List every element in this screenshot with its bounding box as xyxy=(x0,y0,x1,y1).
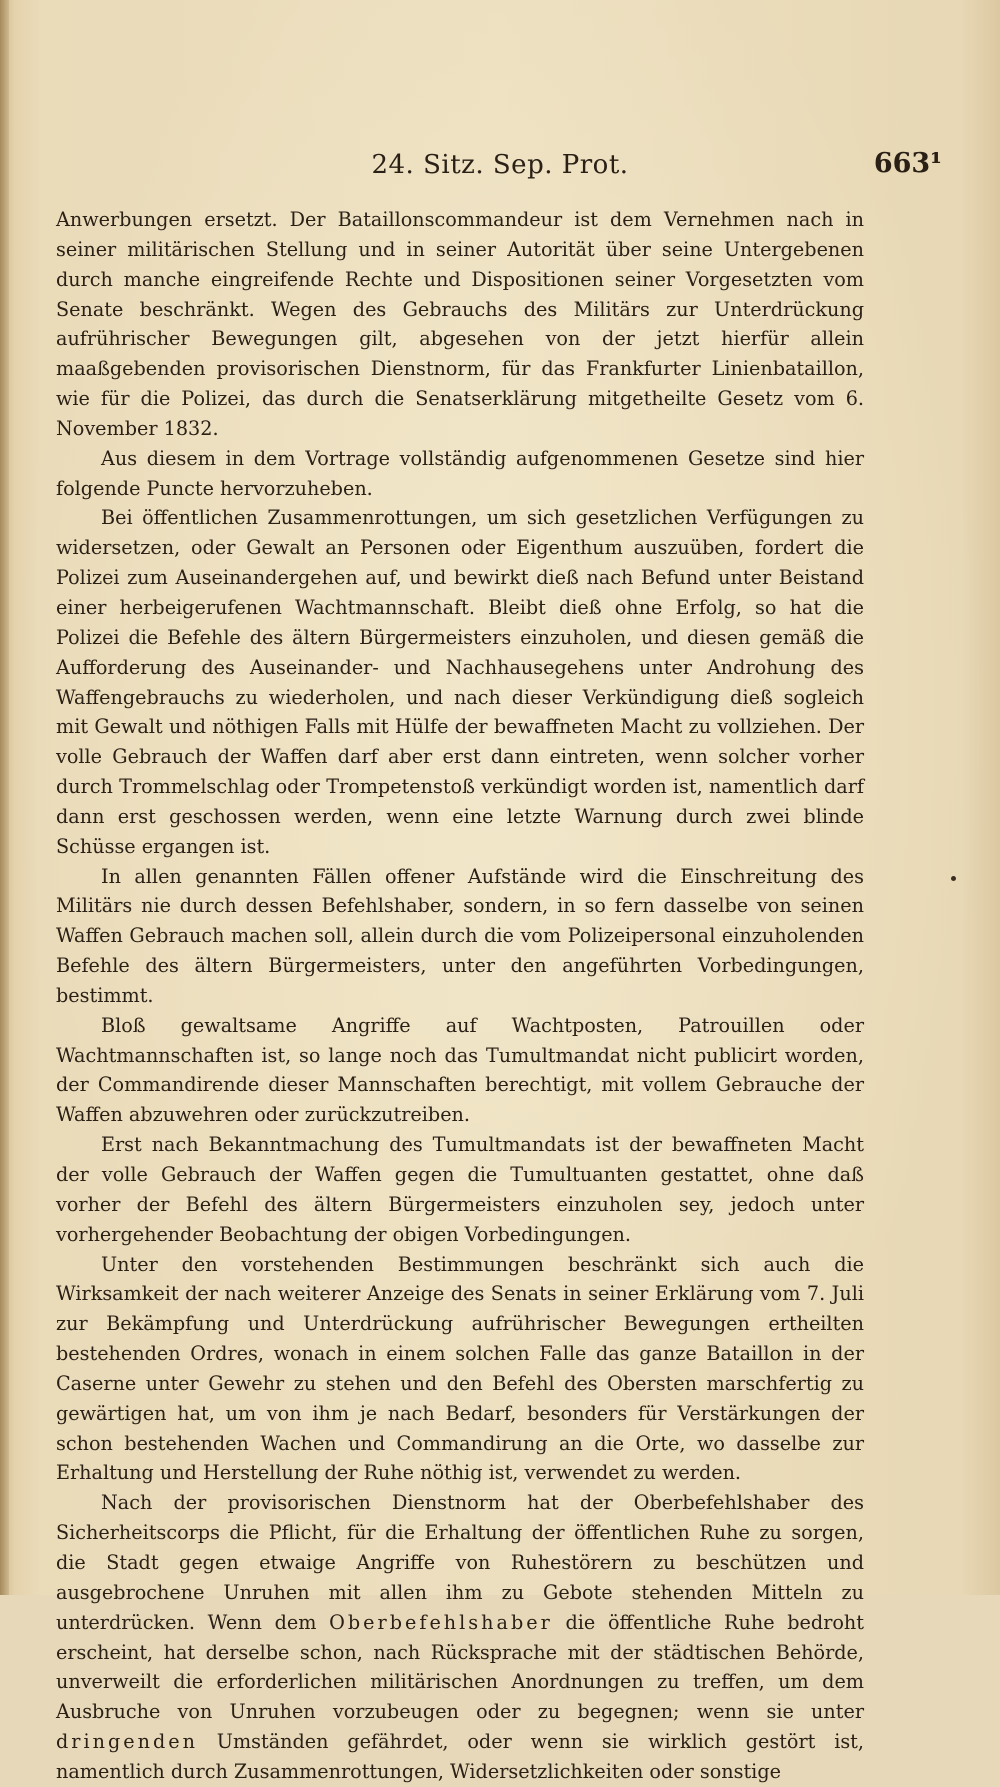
page-header xyxy=(56,150,944,184)
page-number: 663¹ xyxy=(873,148,942,179)
paragraph-7 xyxy=(56,1250,864,1489)
paragraph-text: Nach der provisorischen Dienstnorm hat der Oberbefehlshaber des Sicherheitscorps die Pflicht, für die Erhaltung der öffentlichen Ruhe zu sorgen, die Stadt gegen etwaige Angriffe von Ruhestörern zu beschützen und ausgebrochene Unruhen mit allen ihm zu Gebote stehenden Mitteln zu unterdrücken. Wenn dem xyxy=(56,1491,864,1634)
binding-edge xyxy=(0,0,9,1595)
paragraph-text: die öffentliche Ruhe bedroht erscheint, hat derselbe schon, nach Rücksprache mit der städtischen Behörde, unverweilt die erforderlichen militärischen Anordnungen zu treffen, um dem Ausbruche von Unruhen vorzubeugen oder zu begegnen; wenn sie unter xyxy=(56,1610,864,1724)
paragraph-6 xyxy=(56,1130,864,1249)
paragraph-3 xyxy=(56,503,864,861)
spaced-term-dringenden: dringenden xyxy=(56,1730,198,1754)
body-text xyxy=(56,205,864,1787)
paragraph-text: Bloß gewaltsame Angriffe auf Wachtposten, Patrouillen oder Wachtmannschaften ist, so lange noch das Tumultmandat nicht publicirt worden, der Commandirende dieser Mannschaften berechtigt, mit vollem Gebrauche der Waffen abzuwehren oder zurückzutreiben. xyxy=(56,1013,864,1127)
paragraph-5 xyxy=(56,1011,864,1130)
paragraph-4 xyxy=(56,862,864,1011)
spaced-term-oberbefehlshaber: Oberbefehlshaber xyxy=(329,1610,553,1634)
paragraph-2 xyxy=(56,444,864,504)
paragraph-text: Erst nach Bekanntmachung des Tumultmandats ist der bewaffneten Macht der volle Gebrauch der Waffen gegen die Tumultuanten gestattet, ohne daß vorher der Befehl des ältern Bürgermeisters einzuholen sey, jedoch unter vorhergehender Beobachtung der obigen Vorbedingungen. xyxy=(56,1133,864,1246)
paragraph-text: In allen genannten Fällen offener Aufstände wird die Einschreitung des Militärs nie durch dessen Befehlshaber, sondern, in so fern dasselbe von seinen Waffen Gebrauch machen soll, allein durch die vom Polizeipersonal einzuholenden Befehle des ältern Bürgermeisters, unter den angeführten Vorbedingungen, bestimmt. xyxy=(56,864,864,1007)
paragraph-text: Bei öffentlichen Zusammenrottungen, um sich gesetzlichen Verfügungen zu widersetzen, oder Gewalt an Personen oder Eigenthum auszuüben, fordert die Polizei zum Auseinandergehen auf, und bewirkt dieß nach Befund unter Beistand einer herbeigerufenen Wachtmannschaft. Bleibt dieß ohne Erfolg, so hat die Polizei die Befehle des ältern Bürgermeisters einzuholen, und diesen gemäß die Aufforderung des Auseinander- und Nachhausegehens unter Androhung des Waffengebrauchs zu wiederholen, und nach dieser Verkündigung dieß sogleich mit Gewalt und nöthigen Falls mit Hülfe der bewaffneten Macht zu vollziehen. Der volle Gebrauch der Waffen darf aber erst dann eintreten, wenn solcher vorher durch Trommelschlag oder Trompetenstoß verkündigt worden ist, namentlich darf dann erst geschossen werden, wenn eine letzte Warnung durch zwei blinde Schüsse ergangen ist. xyxy=(56,506,864,858)
paragraph-text: Aus diesem in dem Vortrage vollständig aufgenommenen Gesetze sind hier folgende Puncte hervorzuheben. xyxy=(56,446,864,500)
paragraph-text: Umständen gefährdet, oder wenn sie wirklich gestört ist, namentlich durch Zusammenrottungen, Widersetzlichkeiten oder sonstige xyxy=(56,1730,864,1783)
paragraph-text: Anwerbungen ersetzt. Der Bataillonscommandeur ist dem Vernehmen nach in seiner militärischen Stellung und in seiner Autorität über seine Untergebenen durch manche eingreifende Rechte und Dispositionen seiner Vorgesetzten vom Senate beschränkt. Wegen des Gebrauchs des Militärs zur Unterdrückung aufrührischer Bewegungen gilt, abgesehen von der jetzt hierfür allein maaßgebenden provisorischen Dienstnorm, für das Frankfurter Linienbataillon, wie für die Polizei, das durch die Senatserklärung mitgetheilte Gesetz vom 6. November 1832. xyxy=(56,208,864,440)
paragraph-text: Unter den vorstehenden Bestimmungen beschränkt sich auch die Wirksamkeit der nach weiterer Anzeige des Senats in seiner Erklärung vom 7. Juli zur Bekämpfung und Unterdrückung aufrührischer Bewegungen ertheilten bestehenden Ordres, wonach in einem solchen Falle das ganze Bataillon in der Caserne unter Gewehr zu stehen und den Befehl des Obersten marschfertig zu gewärtigen hat, um von ihm je nach Bedarf, besonders für Verstärkungen der schon bestehenden Wachen und Commandirung an die Orte, wo dasselbe zur Erhaltung und Herstellung der Ruhe nöthig ist, verwendet zu werden. xyxy=(56,1252,864,1485)
margin-dot xyxy=(951,876,956,881)
paragraph-1 xyxy=(56,205,864,444)
running-head: 24. Sitz. Sep. Prot. xyxy=(371,150,629,180)
paragraph-8 xyxy=(56,1488,864,1786)
